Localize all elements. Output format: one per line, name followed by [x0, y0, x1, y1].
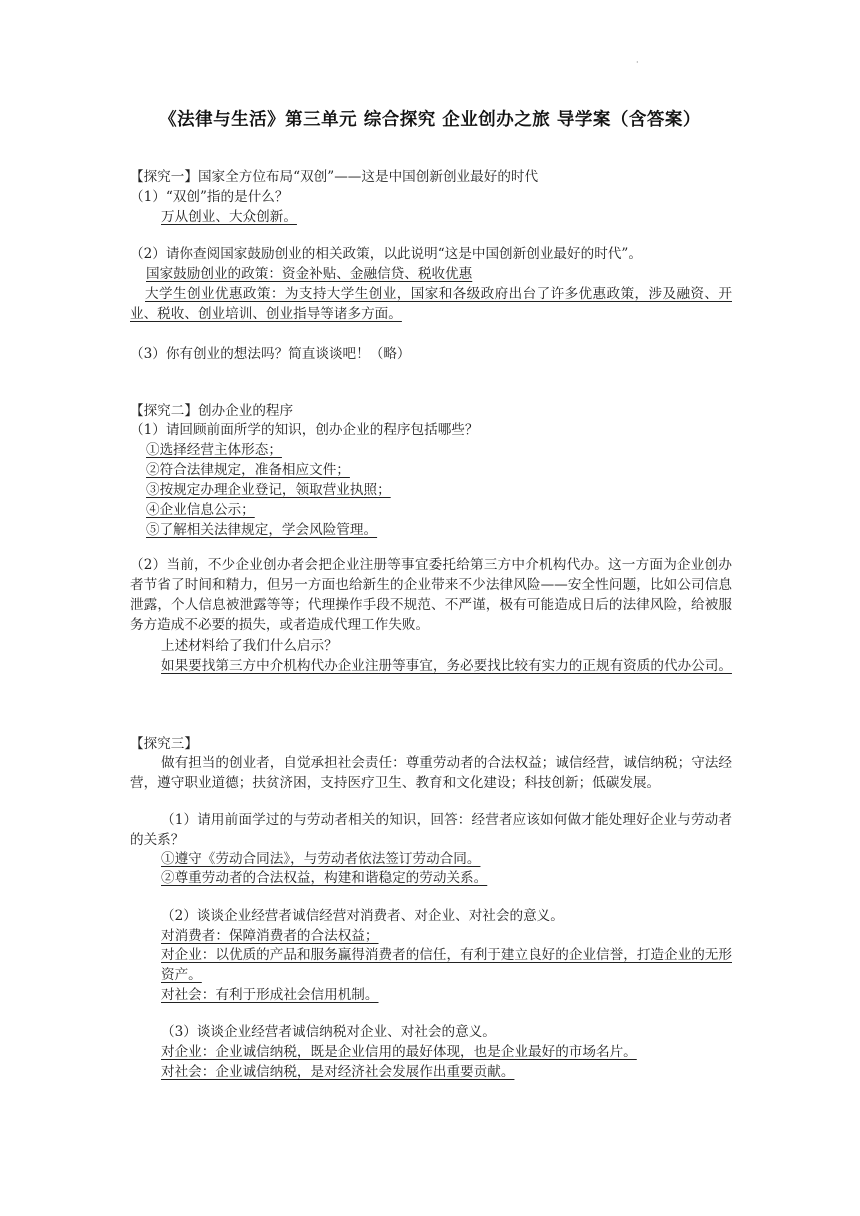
s3-answer-2a: 对消费者：保障消费者的合法权益；: [161, 928, 379, 944]
s3-answer-2b: 对企业：以优质的产品和服务赢得消费者的信任，有利于建立良好的企业信誉，打造企业的无形资产。: [161, 947, 732, 983]
s3-intro: 做有担当的创业者，自觉承担社会责任：尊重劳动者的合法权益；诚信经营，诚信纳税；守法经营，遵守职业道德；扶贫济困，支持医疗卫生、教育和文化建设；科技创新；低碳发展。: [130, 755, 732, 791]
s3-question-3: （3）谈谈企业经营者诚信纳税对企业、对社会的意义。: [161, 1024, 496, 1040]
section-1-heading: 【探究一】国家全方位布局“双创”——这是中国创新创业最好的时代: [130, 169, 539, 185]
s3-answer-2c: 对社会：有利于形成社会信用机制。: [161, 987, 379, 1003]
s2-step-2: ②符合法律规定，准备相应文件；: [146, 462, 350, 478]
s1-question-2: （2）请你查阅国家鼓励创业的相关政策，以此说明“这是中国创新创业最好的时代”。: [130, 246, 642, 262]
s3-answer-3a: 对企业：企业诚信纳税，既是企业信用的最好体现，也是企业最好的市场名片。: [161, 1044, 637, 1060]
section-2-heading: 【探究二】创办企业的程序: [130, 403, 294, 419]
s1-answer-2a: 国家鼓励创业的政策：资金补贴、金融信贷、税收优惠: [146, 266, 473, 282]
s1-question-1: （1）“双创”指的是什么？: [130, 189, 289, 205]
s2-answer-2: 如果要找第三方中介机构代办企业注册等事宜，务必要找比较有实力的正规有资质的代办公司。: [161, 658, 732, 674]
s1-answer-1: 万从创业、大众创新。: [161, 209, 297, 225]
s1-answer-2b: 大学生创业优惠政策：为支持大学生创业，国家和各级政府出台了许多优惠政策，涉及融资、开业、税收、创业培训、创业指导等诸多方面。: [130, 286, 732, 322]
s2-step-4: ④企业信息公示；: [146, 502, 255, 518]
s2-question-2b: 上述材料给了我们什么启示？: [161, 638, 338, 654]
s1-question-3: （3）你有创业的想法吗？简直谈谈吧！（略）: [130, 346, 411, 362]
s2-step-5: ⑤了解相关法律规定，学会风险管理。: [146, 522, 378, 538]
section-3-heading: 【探究三】: [130, 736, 198, 752]
s2-question-1: （1）请回顾前面所学的知识，创办企业的程序包括哪些？: [130, 422, 479, 438]
s3-question-2: （2）谈谈企业经营者诚信经营对消费者、对企业、对社会的意义。: [161, 908, 564, 924]
s3-answer-1b: ②尊重劳动者的合法权益，构建和谐稳定的劳动关系。: [161, 870, 488, 886]
s3-answer-3b: 对社会：企业诚信纳税，是对经济社会发展作出重要贡献。: [161, 1064, 515, 1080]
header-mark: ·: [636, 58, 639, 67]
s2-step-1: ①选择经营主体形态；: [146, 442, 282, 458]
s3-question-1: （1）请用前面学过的与劳动者相关的知识，回答：经营者应该如何做才能处理好企业与劳动者的关系？: [130, 812, 732, 848]
page-title: 《法律与生活》第三单元 综合探究 企业创办之旅 导学案（含答案）: [159, 110, 701, 130]
s3-answer-1a: ①遵守《劳动合同法》，与劳动者依法签订劳动合同。: [161, 851, 481, 867]
s2-step-3: ③按规定办理企业登记，领取营业执照；: [146, 482, 391, 498]
s2-material: （2）当前，不少企业创办者会把企业注册等事宜委托给第三方中介机构代办。这一方面为企业创办者节省了时间和精力，但另一方面也给新生的企业带来不少法律风险——安全性问题，比如公司信息泄露，个人信息被泄露等等；代理操作手段不规范、不严谨，极有可能造成日后的法律风险，给被服务方造成不必要的损失，或者造成代理工作失败。: [130, 557, 732, 633]
